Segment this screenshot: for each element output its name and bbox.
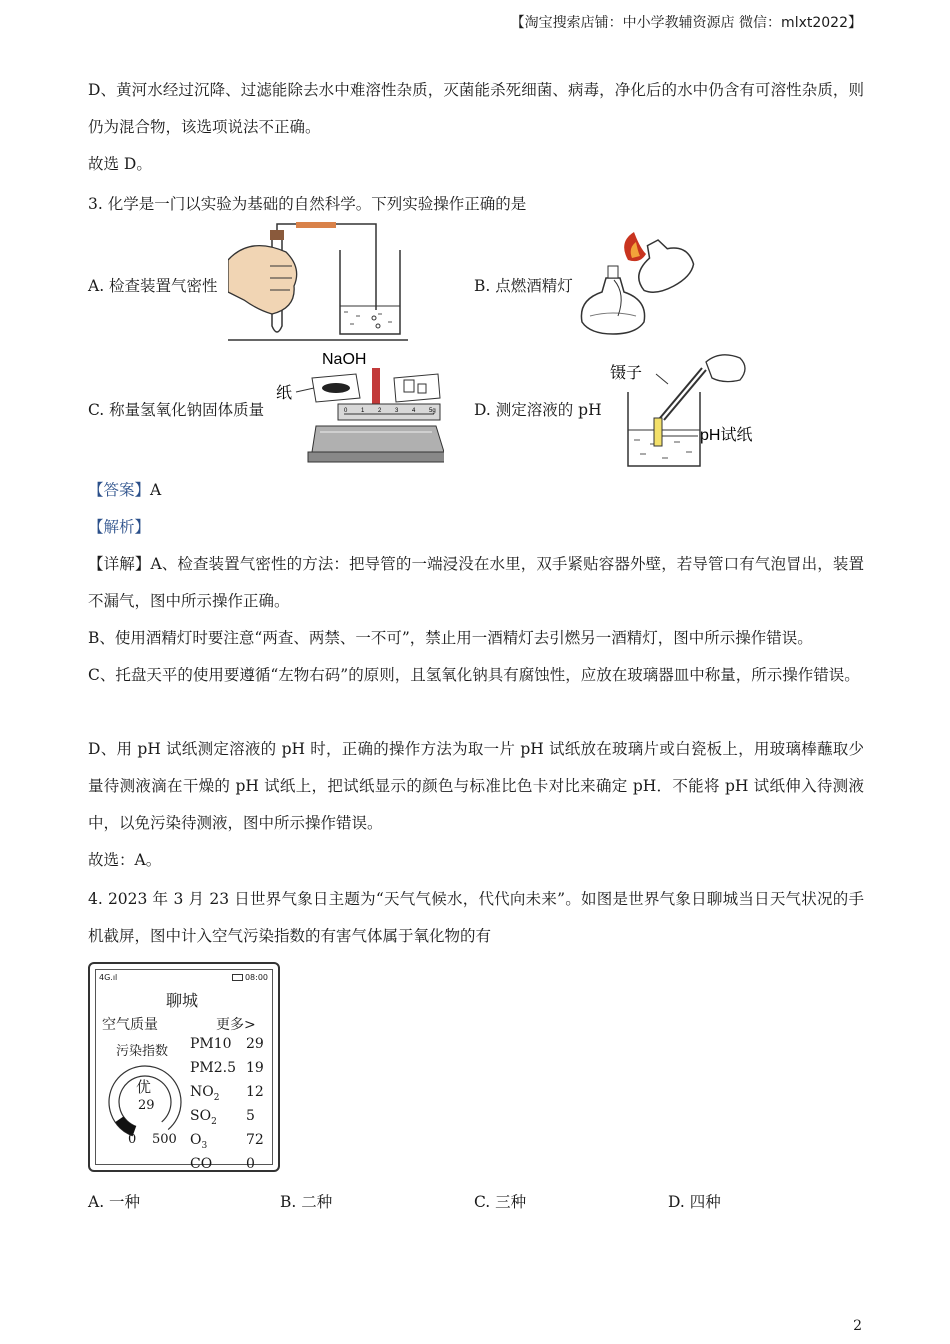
scale-tick-label: 4	[412, 408, 416, 414]
option-b: B. 点燃酒精灯	[474, 277, 573, 295]
scale-tick-label: 2	[378, 408, 382, 414]
answer-value: A	[150, 481, 162, 499]
detail-tag: 【详解】	[88, 555, 151, 573]
option-a: A. 检查装置气密性	[88, 277, 218, 295]
rubber-tube-icon	[296, 222, 336, 228]
more-link[interactable]: 更多>	[216, 1017, 256, 1033]
tweezers-label: 镊子	[610, 365, 643, 382]
pollutant-subscript: 2	[211, 1116, 217, 1127]
balance-base-icon	[312, 426, 444, 452]
question-4: 4. 2023 年 3 月 23 日世界气象日主题为“天气气候水，代代向未来”。如图是世界气象日聊城当日天气状况的手机截屏，图中计入空气污染指数的有害气体属于氧化物的有	[88, 890, 864, 945]
phone-screenshot	[88, 962, 280, 1172]
stopper-icon	[270, 230, 284, 240]
lamp-icon	[581, 278, 644, 334]
status-time	[232, 973, 268, 982]
index-label: 污染指数	[116, 1044, 169, 1059]
q4-option-b: B. 二种	[280, 1193, 333, 1211]
ph-strip-icon	[654, 418, 662, 446]
paper-label: 纸	[276, 385, 293, 402]
pointer-icon	[372, 368, 380, 404]
detail-b: B、使用酒精灯时要注意“两查、两禁、一不可”，禁止用一酒精灯去引燃另一酒精灯，图中所示操作错误。	[88, 629, 813, 647]
air-quality-label: 空气质量	[102, 1017, 158, 1033]
alcohol-lamp-figure	[578, 230, 704, 340]
pollutant-name: $SO_2$	[190, 1108, 217, 1127]
scale-tick-label: 1	[361, 408, 365, 414]
tweezers-icon	[660, 368, 702, 418]
pollutant-name: PM2.5	[190, 1060, 237, 1076]
pollutant-subscript: 2	[213, 1092, 220, 1103]
gauge-max: 500	[152, 1132, 177, 1147]
hand-icon	[706, 355, 745, 382]
question-3: 3. 化学是一门以实验为基础的自然科学。下列实验操作正确的是	[88, 195, 527, 213]
option-d: D. 测定溶液的 pH	[474, 401, 602, 419]
detail-a-text: A、检查装置气密性的方法：把导管的一端浸没在水里，双手紧贴容器外壁，若导管口有气泡冒出，装置不漏气，图中所示操作正确。	[88, 555, 864, 610]
pollutant-name: $NO_2$	[190, 1084, 220, 1103]
pollutant-value: 72	[246, 1132, 264, 1148]
pollutant-value: 5	[246, 1108, 255, 1124]
answer-line	[88, 472, 864, 509]
conclusion-text: 故选 D。	[88, 155, 152, 173]
q4-option-d: D. 四种	[668, 1193, 721, 1211]
battery-icon	[232, 974, 243, 981]
pollutant-subscript: 3	[201, 1140, 208, 1151]
signal-indicator: 4G.ıl	[99, 973, 118, 982]
pollutant-name: PM10	[190, 1036, 232, 1052]
scale-tick-label: 5g	[429, 408, 436, 414]
option-c: C. 称量氢氧化钠固体质量	[88, 401, 265, 419]
weight-icon	[404, 380, 414, 392]
analysis-tag: 【解析】	[88, 518, 151, 536]
beaker-icon	[628, 392, 700, 466]
pollutant-name: CO	[190, 1156, 213, 1172]
scale-tick-label: 3	[395, 408, 399, 414]
pollutant-value: 12	[246, 1084, 264, 1100]
naoh-label: NaOH	[322, 351, 367, 368]
detail-d: D、用 pH 试纸测定溶液的 pH 时，正确的操作方法为取一片 pH 试纸放在玻璃片或白瓷板上，用玻璃棒蘸取少量待测液滴在干燥的 pH 试纸上，把试纸显示的颜色与标准比色卡对比来确定 pH．不能将 pH 试纸伸入待测液中，以免污染待测液，图中所示操作错误。	[88, 740, 864, 832]
page-number: 2	[853, 1318, 862, 1334]
scale-tick-label: 0	[344, 408, 348, 414]
q4-option-c: C. 三种	[474, 1193, 527, 1211]
paragraph-d: D、黄河水经过沉降、过滤能除去水中难溶性杂质，灭菌能杀死细菌、病毒，净化后的水中仍含有可溶性杂质，则仍为混合物，该选项说法不正确。	[88, 81, 864, 136]
gauge-min: 0	[128, 1132, 137, 1147]
pollutant-value: 19	[246, 1060, 264, 1076]
conclusion-text-2: 故选：A。	[88, 851, 162, 869]
city-title: 聊城	[166, 991, 199, 1010]
pollutant-value: 29	[246, 1036, 264, 1052]
balance-beam	[338, 404, 440, 420]
pollutant-name: $O_3$	[190, 1132, 208, 1151]
aqi-grade: 优	[136, 1078, 152, 1096]
beaker-icon	[340, 250, 400, 334]
hand-icon	[228, 246, 297, 314]
time-text: 08:00	[244, 973, 268, 982]
ph-paper-label: pH试纸	[700, 427, 753, 444]
ph-test-figure	[600, 348, 772, 470]
balance-figure	[272, 348, 444, 468]
detail-a	[88, 546, 864, 620]
answer-tag: 【答案】	[88, 481, 151, 499]
detail-c: C、托盘天平的使用要遵循“左物右码”的原则，且氢氧化钠具有腐蚀性，应放在玻璃器皿中称量，所示操作错误。	[88, 666, 860, 684]
pollutant-value: 0	[246, 1156, 255, 1172]
q4-option-a: A. 一种	[88, 1193, 141, 1211]
naoh-solid-icon	[322, 383, 350, 393]
airtightness-figure	[228, 222, 408, 344]
page-header: 【淘宝搜索店铺：中小学教辅资源店 微信：mlxt2022】	[510, 15, 862, 31]
aqi-value: 29	[138, 1098, 155, 1113]
